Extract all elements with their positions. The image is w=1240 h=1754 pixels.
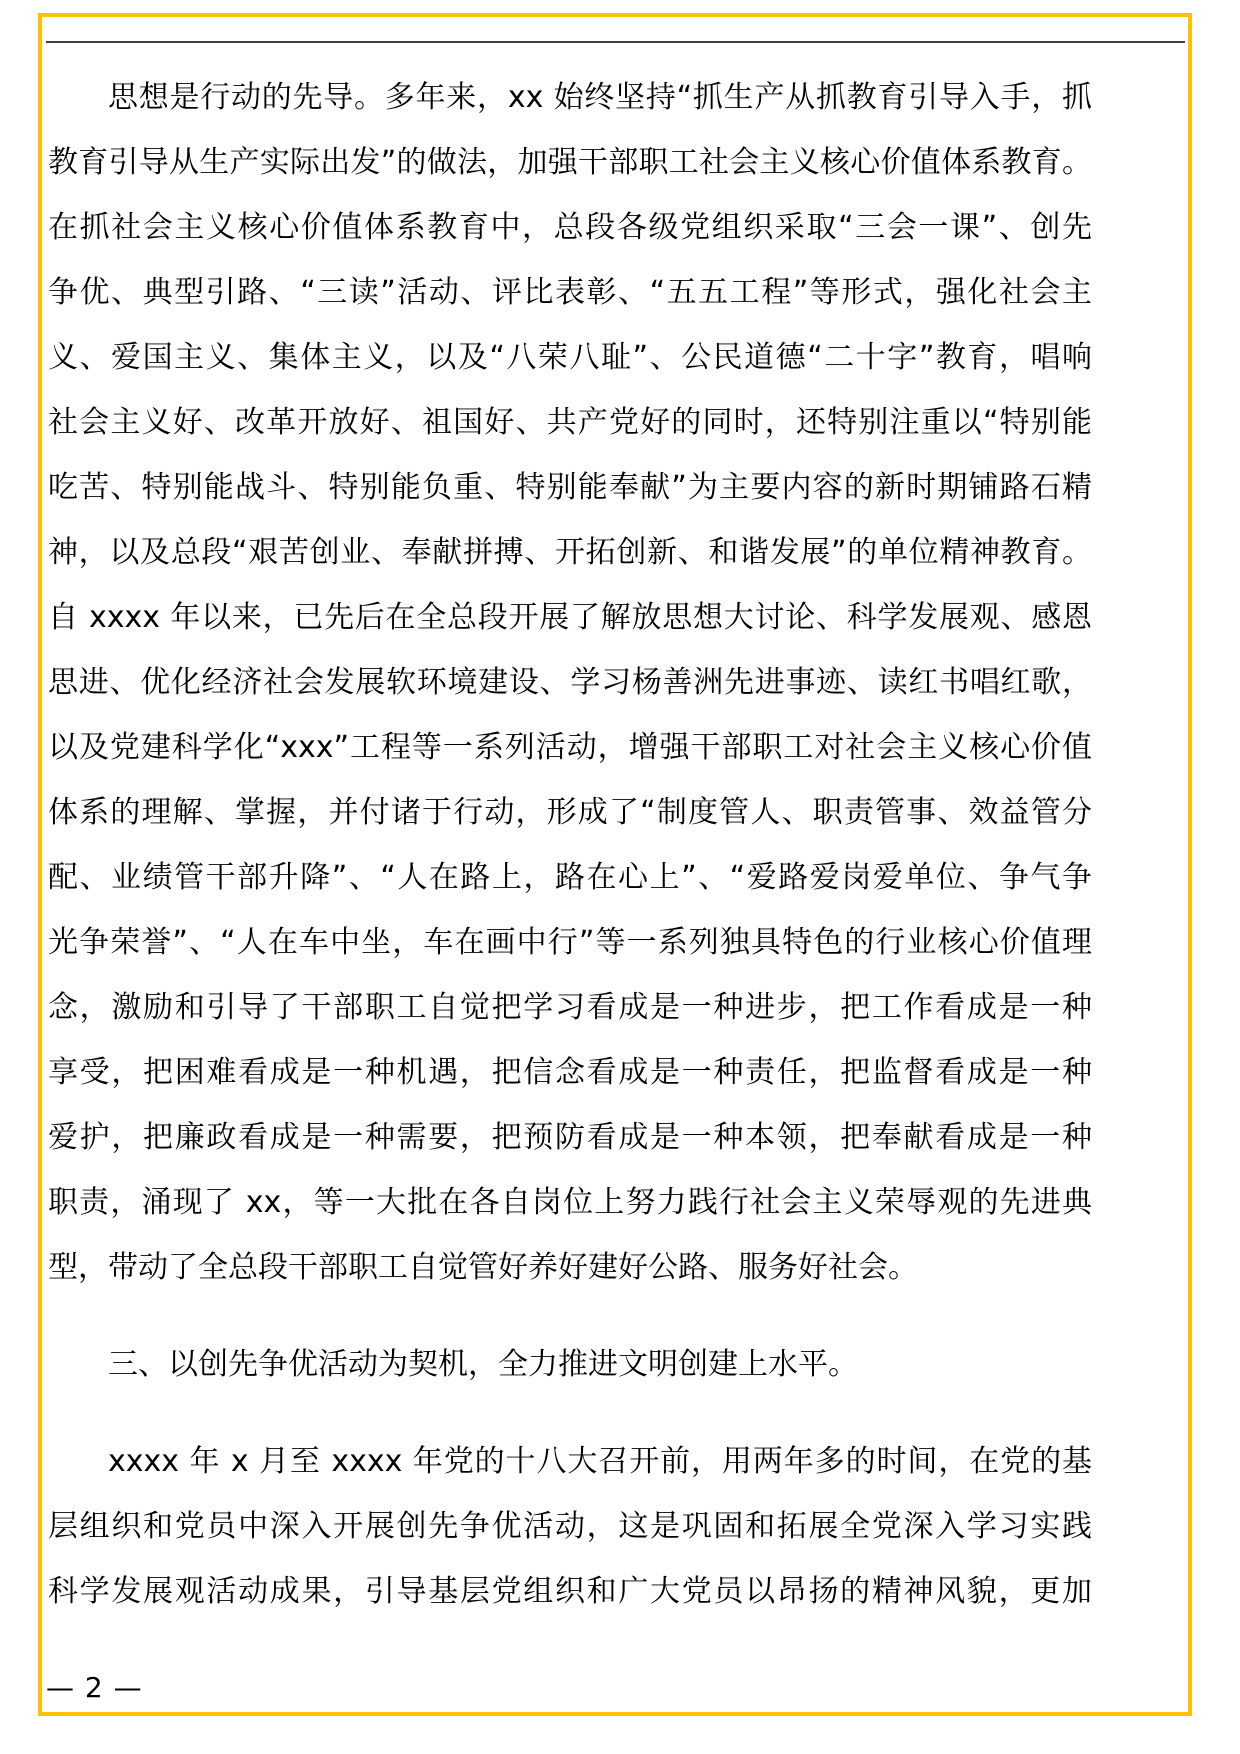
text-line: 职责，涌现了 xx，等一大批在各自岗位上努力践行社会主义荣辱观的先进典 (48, 1185, 1092, 1220)
section-heading (48, 1332, 1092, 1397)
text-line: 三、以创先争优活动为契机，全力推进文明创建上水平。 (108, 1347, 858, 1382)
text-line: 享受，把困难看成是一种机遇，把信念看成是一种责任，把监督看成是一种 (48, 1055, 1092, 1090)
text-line: 体系的理解、掌握，并付诸于行动，形成了“制度管人、职责管事、效益管分 (48, 795, 1092, 830)
text-line: 吃苦、特别能战斗、特别能负重、特别能奉献”为主要内容的新时期铺路石精 (48, 470, 1092, 505)
text-line: 教育引导从生产实际出发”的做法，加强干部职工社会主义核心价值体系教育。 (48, 145, 1092, 180)
text-line: 自 xxxx 年以来，已先后在全总段开展了解放思想大讨论、科学发展观、感恩 (48, 600, 1092, 635)
text-line: 光争荣誉”、“人在车中坐，车在画中行”等一系列独具特色的行业核心价值理 (48, 925, 1092, 960)
text-line: 思进、优化经济社会发展软环境建设、学习杨善洲先进事迹、读红书唱红歌， (48, 665, 1092, 700)
text-line: 思想是行动的先导。多年来，xx 始终坚持“抓生产从抓教育引导入手，抓 (108, 80, 1092, 115)
text-line: 配、业绩管干部升降”、“人在路上，路在心上”、“爱路爱岗爱单位、争气争 (48, 860, 1092, 895)
text-line: 社会主义好、改革开放好、祖国好、共产党好的同时，还特别注重以“特别能 (48, 405, 1092, 440)
text-line: 义、爱国主义、集体主义，以及“八荣八耻”、公民道德“二十字”教育，唱响 (48, 340, 1092, 375)
text-line: 层组织和党员中深入开展创先争优活动，这是巩固和拓展全党深入学习实践 (48, 1509, 1092, 1544)
text-line: 爱护，把廉政看成是一种需要，把预防看成是一种本领，把奉献看成是一种 (48, 1120, 1092, 1155)
text-line: 念，激励和引导了干部职工自觉把学习看成是一种进步，把工作看成是一种 (48, 990, 1092, 1025)
text-line: 以及党建科学化“xxx”工程等一系列活动，增强干部职工对社会主义核心价值 (48, 730, 1092, 765)
document-body (48, 65, 1092, 1624)
text-line: 科学发展观活动成果，引导基层党组织和广大党员以昂扬的精神风貌，更加 (48, 1574, 1092, 1609)
paragraph (48, 65, 1092, 1300)
text-line: 神，以及总段“艰苦创业、奉献拼搏、开拓创新、和谐发展”的单位精神教育。 (48, 535, 1092, 570)
text-line: 型，带动了全总段干部职工自觉管好养好建好公路、服务好社会。 (48, 1250, 918, 1285)
text-line: xxxx 年 x 月至 xxxx 年党的十八大召开前，用两年多的时间，在党的基 (108, 1444, 1092, 1479)
text-line: 在抓社会主义核心价值体系教育中，总段各级党组织采取“三会一课”、创先 (48, 210, 1092, 245)
paragraph (48, 1429, 1092, 1624)
text-line: 争优、典型引路、“三读”活动、评比表彰、“五五工程”等形式，强化社会主 (48, 275, 1092, 310)
header-rule (46, 41, 1185, 43)
page-number: — 2 — (46, 1671, 143, 1704)
